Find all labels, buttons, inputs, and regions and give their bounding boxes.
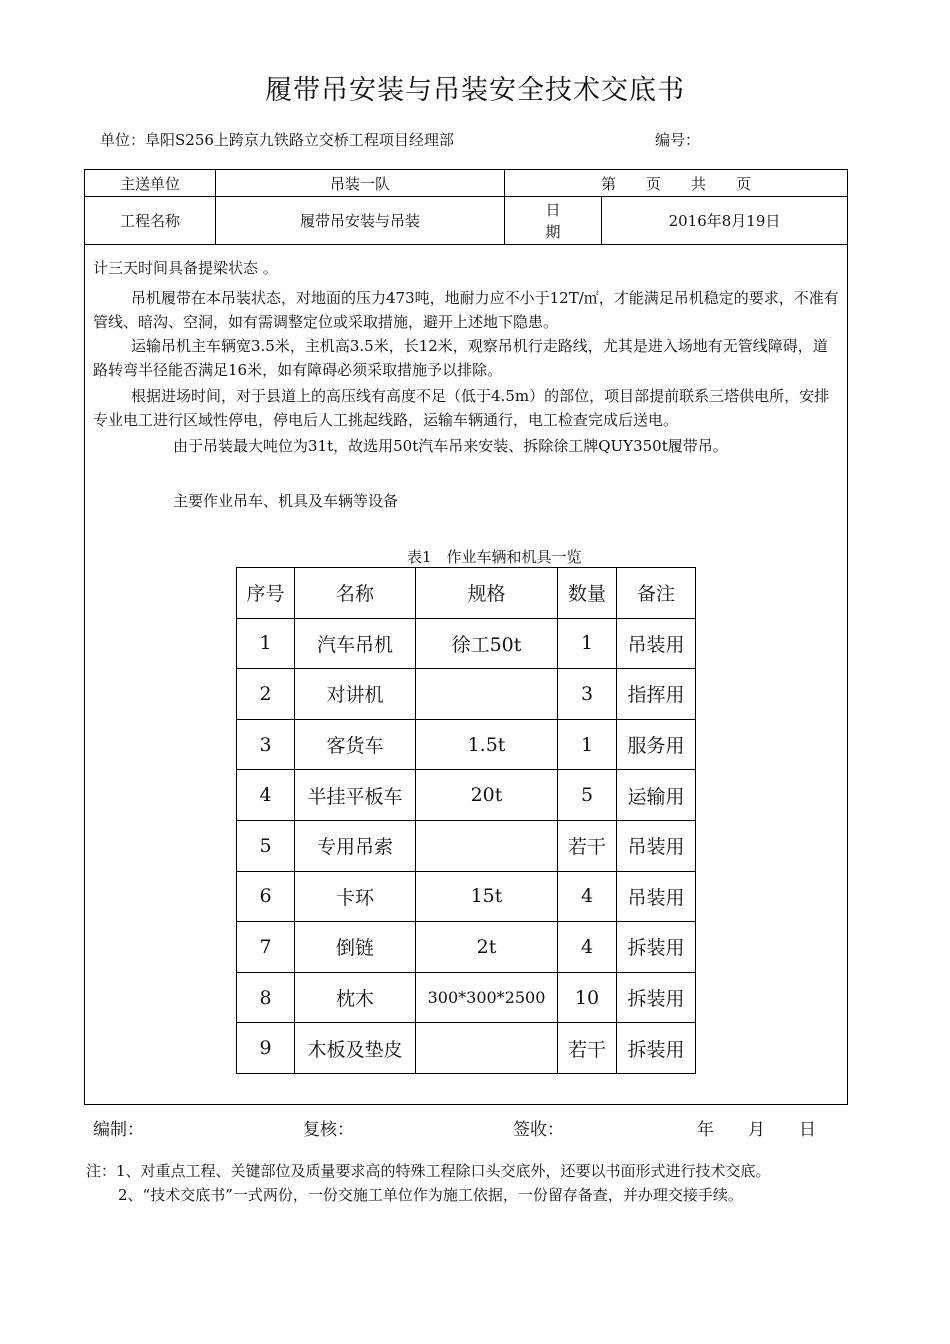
table-cell: 倒链: [295, 922, 416, 973]
table-row: [237, 871, 696, 922]
table-cell: 卡环: [295, 871, 416, 922]
review-label: 复核：: [303, 1120, 354, 1140]
table-row: [237, 922, 696, 973]
date-label-line1: 日: [545, 200, 561, 219]
table-row: [237, 972, 696, 1023]
date-value: 2016年8月19日: [602, 197, 848, 245]
table-cell: 拆装用: [617, 922, 696, 973]
header-cell: 名称: [295, 568, 416, 619]
table-cell: 吊装用: [617, 871, 696, 922]
table-cell: 客货车: [295, 719, 416, 770]
table-row: [237, 618, 696, 669]
header-cell: 备注: [617, 568, 696, 619]
table-cell: 服务用: [617, 719, 696, 770]
paragraph-3: 运输吊机主车辆宽3.5米，主机高3.5米，长12米，观察吊机行走路线，尤其是进入场地有无管线障碍，道路转弯半径能否满足16米，如有障碍必须采取措施予以排除。: [93, 337, 828, 379]
table-cell: 对讲机: [295, 669, 416, 720]
table-cell: 2t: [416, 922, 558, 973]
content-box: [84, 244, 848, 1105]
send-unit-label: 主送单位: [85, 170, 216, 197]
paragraph-2: 吊机履带在本吊装状态，对地面的压力473吨，地耐力应不小于12T/㎡，才能满足吊机稳定的要求，不准有管线、暗沟、空洞，如有需调整定位或采取措施，避开上述地下隐患。: [93, 289, 839, 331]
document-title: 履带吊安装与吊装安全技术交底书: [265, 75, 685, 106]
table-cell: 运输用: [617, 770, 696, 821]
table-cell: 拆装用: [617, 972, 696, 1023]
sign-date: 年 月 日: [697, 1120, 816, 1140]
table-cell: 汽车吊机: [295, 618, 416, 669]
header-table: [84, 169, 848, 245]
table-cell: 若干: [558, 820, 617, 871]
table-cell: 若干: [558, 1023, 617, 1074]
page-info: 第 页 共 页: [505, 170, 848, 197]
table-cell: 吊装用: [617, 820, 696, 871]
table-cell: 5: [237, 820, 295, 871]
table-row: [237, 669, 696, 720]
table-row: [237, 820, 696, 871]
header-cell: 序号: [237, 568, 295, 619]
table-cell: [416, 1023, 558, 1074]
receive-label: 签收：: [513, 1120, 564, 1140]
equipment-heading: 主要作业吊车、机具及车辆等设备: [173, 492, 399, 510]
date-label: [505, 197, 602, 245]
table-cell: 8: [237, 972, 295, 1023]
paragraph-4: 根据进场时间，对于县道上的高压线有高度不足（低于4.5m）的部位，项目部提前联系三塔供电所，安排专业电工进行区域性停电，停电后人工挑起线路，运输车辆通行，电工检查完成后送电。: [93, 387, 830, 429]
table-caption: 表1 作业车辆和机具一览: [407, 548, 582, 566]
header-cell: 数量: [558, 568, 617, 619]
table-row: [237, 719, 696, 770]
table-cell: 1.5t: [416, 719, 558, 770]
note-1: 注：1、对重点工程、关键部位及质量要求高的特殊工程除口头交底外，还要以书面形式进行技术交底。: [86, 1162, 771, 1180]
header-cell: 规格: [416, 568, 558, 619]
paragraph-5: 由于吊装最大吨位为31t，故选用50t汽车吊来安装、拆除徐工牌QUY350t履带吊。: [173, 437, 728, 455]
table-cell: 木板及垫皮: [295, 1023, 416, 1074]
table-cell: 7: [237, 922, 295, 973]
table-cell: 徐工50t: [416, 618, 558, 669]
unit-line: 单位：阜阳S256上跨京九铁路立交桥工程项目经理部: [100, 131, 454, 149]
table-row: [237, 770, 696, 821]
project-name-value: 履带吊安装与吊装: [216, 197, 505, 245]
table-header-row: [237, 568, 696, 619]
table-row: [237, 1023, 696, 1074]
project-name-label: 工程名称: [85, 197, 216, 245]
equipment-table: [236, 567, 696, 1074]
date-label-line2: 期: [545, 222, 561, 241]
table-cell: [416, 820, 558, 871]
table-cell: [416, 669, 558, 720]
table-cell: 1: [558, 719, 617, 770]
table-cell: 3: [237, 719, 295, 770]
paragraph-1: 计三天时间具备提梁状态 。: [93, 259, 278, 277]
table-cell: 拆装用: [617, 1023, 696, 1074]
send-unit-value: 吊装一队: [216, 170, 505, 197]
table-cell: 4: [237, 770, 295, 821]
table-cell: 15t: [416, 871, 558, 922]
table-cell: 吊装用: [617, 618, 696, 669]
table-cell: 2: [237, 669, 295, 720]
table-cell: 半挂平板车: [295, 770, 416, 821]
table-cell: 专用吊索: [295, 820, 416, 871]
table-cell: 3: [558, 669, 617, 720]
compile-label: 编制：: [93, 1120, 144, 1140]
table-cell: 6: [237, 871, 295, 922]
table-cell: 1: [237, 618, 295, 669]
table-cell: 10: [558, 972, 617, 1023]
table-cell: 5: [558, 770, 617, 821]
table-cell: 1: [558, 618, 617, 669]
table-cell: 4: [558, 922, 617, 973]
table-cell: 300*300*2500: [416, 972, 558, 1023]
code-label: 编号：: [655, 131, 701, 149]
table-cell: 20t: [416, 770, 558, 821]
table-cell: 指挥用: [617, 669, 696, 720]
table-cell: 4: [558, 871, 617, 922]
note-2: 2、“技术交底书”一式两份，一份交施工单位作为施工依据，一份留存备查，并办理交接手续。: [118, 1186, 743, 1204]
table-cell: 枕木: [295, 972, 416, 1023]
table-cell: 9: [237, 1023, 295, 1074]
